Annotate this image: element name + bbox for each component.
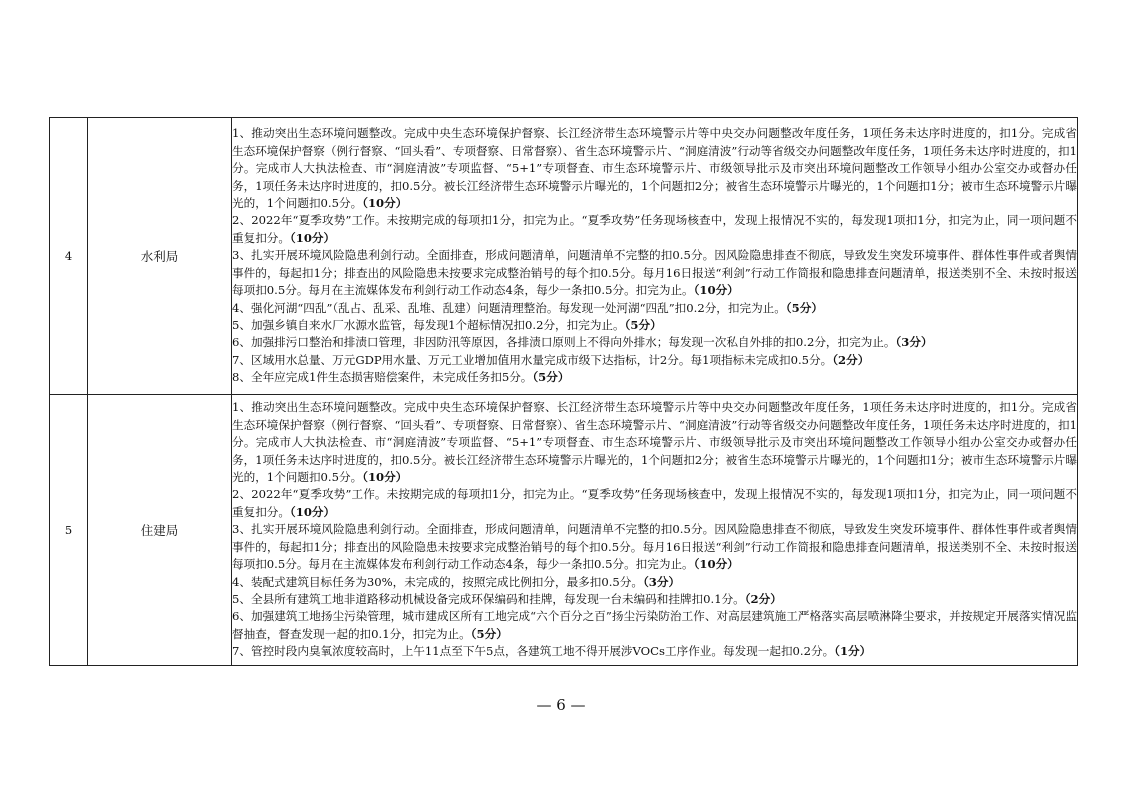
item-score: （10分） [289,230,336,245]
item-score: （5分） [785,300,823,315]
list-item [232,212,1077,247]
list-item [232,369,1077,386]
item-text: 3、扎实开展环境风险隐患利剑行动。全面排查，形成问题清单，问题清单不完整的扣0.5分。因风险隐患排查不彻底，导致发生突发环境事件、群体性事件或者舆情事件的，每起扣1分；排查出的风险隐患未按要求完成整治销号的每个扣0.5分。每月16日报送“利剑”行动工作简报和隐患排查问题清单，报送类别不全、未按时报送每项扣0.5分。每月在主流媒体发布利剑行动工作动态4条，每少一条扣0.5分。扣完为止。 [232,522,1077,572]
item-text: 8、全年应完成1件生态损害赔偿案件，未完成任务扣5分。 [232,370,533,385]
list-item [232,247,1077,299]
item-text: 6、加强建筑工地扬尘污染管理，城市建成区所有工地完成“六个百分之百”扬尘污染防治工作、对高层建筑施工严格落实高层喷淋降尘要求，并按规定开展落实情况监督抽查，督查发现一起的扣0.1分，扣完为止。 [232,609,1077,641]
item-text: 4、强化河湖“四乱”（乱占、乱采、乱堆、乱建）问题清理整治。每发现一处河湖“四乱”扣0.2分，扣完为止。 [232,300,786,315]
item-score: （10分） [693,283,739,298]
item-text: 5、全县所有建筑工地非道路移动机械设备完成环保编码和挂牌，每发现一台未编码和挂牌扣0.1分。 [232,591,745,606]
item-score: （5分） [532,370,570,385]
item-score: （2分） [744,591,782,606]
item-score: （10分） [693,557,739,572]
list-item [232,399,1077,486]
list-item [232,591,1077,608]
item-score: （3分） [895,335,933,350]
item-text: 4、装配式建筑目标任务为30%，未完成的，按照完成比例扣分，最多扣0.5分。 [232,574,643,589]
row-number: 5 [50,395,88,666]
list-item [232,317,1077,334]
list-item [232,574,1077,591]
department-name: 水利局 [88,118,232,395]
list-item [232,643,1077,660]
list-item [232,352,1077,369]
list-item [232,608,1077,643]
list-item [232,486,1077,521]
item-score: （5分） [470,626,508,641]
list-item [232,521,1077,573]
item-score: （1分） [834,644,872,659]
item-text: 7、管控时段内臭氧浓度较高时，上午11点至下午5点，各建筑工地不得开展涉VOCs工序作业。每发现一起扣0.2分。 [232,644,835,659]
table-row [50,395,1078,666]
department-name: 住建局 [88,395,232,666]
table-row [50,118,1078,395]
list-item [232,300,1077,317]
item-score: （10分） [289,504,336,519]
item-text: 6、加强排污口整治和排渍口管理，非因防汛等原因，各排渍口原则上不得向外排水；每发现一次私自外排的扣0.2分，扣完为止。 [232,335,896,350]
item-score: （5分） [624,317,662,332]
item-text: 2、2022年“夏季攻势”工作。未按期完成的每项扣1分，扣完为止。“夏季攻势”任务现场核查中，发现上报情况不实的，每发现1项扣1分，扣完为止，同一项问题不重复扣分。 [232,213,1077,245]
assessment-table [49,117,1078,666]
item-text: 2、2022年“夏季攻势”工作。未按期完成的每项扣1分，扣完为止。“夏季攻势”任务现场核查中，发现上报情况不实的，每发现1项扣1分，扣完为止，同一项问题不重复扣分。 [232,487,1077,519]
item-score: （3分） [643,574,681,589]
assessment-content [232,395,1078,666]
item-score: （2分） [832,352,870,367]
list-item [232,125,1077,212]
item-score: （10分） [362,470,408,485]
item-text: 1、推动突出生态环境问题整改。完成中央生态环境保护督察、长江经济带生态环境警示片等中央交办问题整改年度任务，1项任务未达序时进度的，扣1分。完成省生态环境保护督察（例行督察、“回头看”、专项督察、日常督察）、省生态环境警示片、“洞庭清波”行动等省级交办问题整改年度任务，1项任务未达序时进度的，扣1分。完成市人大执法检查、市“洞庭清波”专项监督、“5+1”专项督查、市生态环境警示片、市级领导批示及市突出环境问题整改工作领导小组办公室交办或督办任务，1项任务未达序时进度的，扣0.5分。被长江经济带生态环境警示片曝光的，1个问题扣2分；被省生态环境警示片曝光的，1个问题扣1分；被市生态环境警示片曝光的，1个问题扣0.5分。 [232,126,1077,211]
item-score: （10分） [362,196,408,211]
item-text: 5、加强乡镇自来水厂水源水监管，每发现1个超标情况扣0.2分，扣完为止。 [232,317,625,332]
list-item [232,334,1077,351]
row-number: 4 [50,118,88,395]
item-text: 7、区域用水总量、万元GDP用水量、万元工业增加值用水量完成市级下达指标，计2分。每1项指标未完成扣0.5分。 [232,352,833,367]
item-text: 3、扎实开展环境风险隐患利剑行动。全面排查，形成问题清单，问题清单不完整的扣0.5分。因风险隐患排查不彻底，导致发生突发环境事件、群体性事件或者舆情事件的，每起扣1分；排查出的风险隐患未按要求完成整治销号的每个扣0.5分。每月16日报送“利剑”行动工作简报和隐患排查问题清单，报送类别不全、未按时报送每项扣0.5分。每月在主流媒体发布利剑行动工作动态4条，每少一条扣0.5分。扣完为止。 [232,248,1077,298]
page-number: — 6 — [536,696,586,714]
item-text: 1、推动突出生态环境问题整改。完成中央生态环境保护督察、长江经济带生态环境警示片等中央交办问题整改年度任务，1项任务未达序时进度的，扣1分。完成省生态环境保护督察（例行督察、“回头看”、专项督察、日常督察）、省生态环境警示片、“洞庭清波”行动等省级交办问题整改年度任务，1项任务未达序时进度的，扣1分。完成市人大执法检查、市“洞庭清波”专项监督、“5+1”专项督查、市生态环境警示片、市级领导批示及市突出环境问题整改工作领导小组办公室交办或督办任务，1项任务未达序时进度的，扣0.5分。被长江经济带生态环境警示片曝光的，1个问题扣2分；被省生态环境警示片曝光的，1个问题扣1分；被市生态环境警示片曝光的，1个问题扣0.5分。 [232,400,1077,485]
assessment-content [232,118,1078,395]
